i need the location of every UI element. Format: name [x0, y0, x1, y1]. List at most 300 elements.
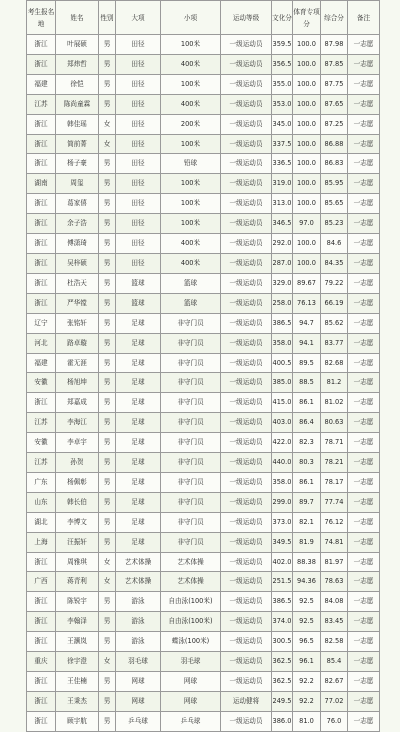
cell-event: 非守门员 — [161, 492, 221, 512]
cell-gender: 男 — [99, 691, 116, 711]
cell-region: 浙江 — [27, 54, 56, 74]
cell-level: 一级运动员 — [221, 393, 272, 413]
table-row — [27, 592, 380, 612]
cell-name: 李翰泽 — [56, 612, 99, 632]
cell-culture-score: 258.0 — [272, 293, 293, 313]
table-row — [27, 612, 380, 632]
table-row — [27, 134, 380, 154]
cell-total-score: 85.62 — [321, 313, 348, 333]
cell-total-score: 84.35 — [321, 253, 348, 273]
cell-sport-score: 100.0 — [293, 253, 321, 273]
cell-total-score: 87.75 — [321, 74, 348, 94]
cell-culture-score: 362.5 — [272, 652, 293, 672]
table-row — [27, 472, 380, 492]
cell-category: 足球 — [116, 433, 161, 453]
cell-sport-score: 92.2 — [293, 672, 321, 692]
cell-name: 顾宇航 — [56, 711, 99, 731]
cell-culture-score: 402.0 — [272, 552, 293, 572]
cell-name: 杨子豪 — [56, 154, 99, 174]
cell-region: 重庆 — [27, 652, 56, 672]
cell-region: 浙江 — [27, 114, 56, 134]
cell-gender: 男 — [99, 373, 116, 393]
table-row — [27, 552, 380, 572]
cell-note: 一志愿 — [348, 273, 380, 293]
cell-sport-score: 82.3 — [293, 433, 321, 453]
cell-event: 非守门员 — [161, 373, 221, 393]
cell-total-score: 81.2 — [321, 373, 348, 393]
cell-total-score: 86.88 — [321, 134, 348, 154]
cell-region: 江苏 — [27, 413, 56, 433]
cell-level: 一级运动员 — [221, 672, 272, 692]
cell-category: 足球 — [116, 333, 161, 353]
table-row — [27, 413, 380, 433]
table-row — [27, 691, 380, 711]
table-row — [27, 253, 380, 273]
cell-sport-score: 94.36 — [293, 572, 321, 592]
cell-sport-score: 100.0 — [293, 54, 321, 74]
cell-gender: 男 — [99, 353, 116, 373]
cell-gender: 男 — [99, 333, 116, 353]
cell-culture-score: 358.0 — [272, 333, 293, 353]
cell-event: 非守门员 — [161, 313, 221, 333]
cell-note: 一志愿 — [348, 453, 380, 473]
cell-level: 一级运动员 — [221, 373, 272, 393]
cell-culture-score: 336.5 — [272, 154, 293, 174]
cell-note: 一志愿 — [348, 114, 380, 134]
cell-sport-score: 100.0 — [293, 174, 321, 194]
table-row — [27, 54, 380, 74]
cell-event: 网球 — [161, 691, 221, 711]
cell-culture-score: 249.5 — [272, 691, 293, 711]
cell-category: 网球 — [116, 672, 161, 692]
cell-event: 篮球 — [161, 293, 221, 313]
cell-note: 一志愿 — [348, 413, 380, 433]
cell-culture-score: 385.0 — [272, 373, 293, 393]
cell-name: 郑嘉成 — [56, 393, 99, 413]
table-row — [27, 194, 380, 214]
cell-name: 杜浩天 — [56, 273, 99, 293]
cell-note: 一志愿 — [348, 313, 380, 333]
cell-gender: 男 — [99, 214, 116, 234]
header-level: 运动等级 — [221, 1, 272, 35]
cell-region: 浙江 — [27, 253, 56, 273]
cell-event: 400米 — [161, 234, 221, 254]
cell-sport-score: 96.1 — [293, 652, 321, 672]
cell-note: 一志愿 — [348, 532, 380, 552]
cell-name: 王佳楠 — [56, 672, 99, 692]
cell-culture-score: 362.5 — [272, 672, 293, 692]
cell-event: 网球 — [161, 672, 221, 692]
cell-name: 汪振轩 — [56, 532, 99, 552]
cell-category: 游泳 — [116, 612, 161, 632]
cell-note: 一志愿 — [348, 94, 380, 114]
cell-event: 非守门员 — [161, 413, 221, 433]
cell-category: 艺术体操 — [116, 572, 161, 592]
cell-category: 网球 — [116, 691, 161, 711]
cell-category: 足球 — [116, 532, 161, 552]
cell-category: 田径 — [116, 94, 161, 114]
cell-name: 李海江 — [56, 413, 99, 433]
cell-total-score: 82.58 — [321, 632, 348, 652]
cell-culture-score: 287.0 — [272, 253, 293, 273]
cell-category: 田径 — [116, 134, 161, 154]
cell-category: 田径 — [116, 35, 161, 55]
cell-level: 一级运动员 — [221, 174, 272, 194]
cell-name: 周玺 — [56, 174, 99, 194]
cell-event: 非守门员 — [161, 333, 221, 353]
cell-culture-score: 386.5 — [272, 592, 293, 612]
cell-region: 浙江 — [27, 214, 56, 234]
cell-gender: 女 — [99, 114, 116, 134]
cell-sport-score: 76.13 — [293, 293, 321, 313]
cell-event: 自由泳(100米) — [161, 612, 221, 632]
cell-gender: 男 — [99, 293, 116, 313]
cell-category: 艺术体操 — [116, 552, 161, 572]
cell-total-score: 82.67 — [321, 672, 348, 692]
cell-region: 河北 — [27, 333, 56, 353]
cell-level: 一级运动员 — [221, 453, 272, 473]
cell-note: 一志愿 — [348, 711, 380, 731]
cell-total-score: 87.25 — [321, 114, 348, 134]
cell-name: 郑炜哲 — [56, 54, 99, 74]
cell-level: 一级运动员 — [221, 572, 272, 592]
cell-gender: 女 — [99, 572, 116, 592]
cell-culture-score: 355.0 — [272, 74, 293, 94]
header-row — [27, 1, 380, 35]
cell-region: 江苏 — [27, 94, 56, 114]
cell-culture-score: 359.5 — [272, 35, 293, 55]
cell-culture-score: 373.0 — [272, 512, 293, 532]
table-row — [27, 234, 380, 254]
cell-level: 一级运动员 — [221, 273, 272, 293]
cell-category: 田径 — [116, 114, 161, 134]
cell-sport-score: 92.2 — [293, 691, 321, 711]
cell-gender: 男 — [99, 74, 116, 94]
cell-name: 路卓璇 — [56, 333, 99, 353]
cell-region: 浙江 — [27, 194, 56, 214]
table-row — [27, 532, 380, 552]
cell-region: 湖南 — [27, 174, 56, 194]
cell-level: 一级运动员 — [221, 293, 272, 313]
cell-total-score: 85.23 — [321, 214, 348, 234]
cell-total-score: 77.02 — [321, 691, 348, 711]
cell-gender: 女 — [99, 134, 116, 154]
admission-table-container — [26, 0, 379, 732]
cell-name: 陈尚童霖 — [56, 94, 99, 114]
cell-gender: 男 — [99, 612, 116, 632]
cell-sport-score: 97.0 — [293, 214, 321, 234]
cell-gender: 男 — [99, 453, 116, 473]
cell-total-score: 85.4 — [321, 652, 348, 672]
cell-total-score: 79.22 — [321, 273, 348, 293]
cell-total-score: 87.85 — [321, 54, 348, 74]
cell-category: 足球 — [116, 393, 161, 413]
cell-gender: 男 — [99, 433, 116, 453]
cell-note: 一志愿 — [348, 652, 380, 672]
header-gender: 性别 — [99, 1, 116, 35]
cell-gender: 男 — [99, 711, 116, 731]
cell-gender: 男 — [99, 273, 116, 293]
table-row — [27, 711, 380, 731]
cell-gender: 男 — [99, 94, 116, 114]
cell-name: 李博文 — [56, 512, 99, 532]
cell-gender: 男 — [99, 472, 116, 492]
cell-sport-score: 96.5 — [293, 632, 321, 652]
table-row — [27, 672, 380, 692]
cell-sport-score: 80.3 — [293, 453, 321, 473]
cell-total-score: 78.71 — [321, 433, 348, 453]
cell-sport-score: 81.9 — [293, 532, 321, 552]
cell-gender: 男 — [99, 512, 116, 532]
cell-category: 田径 — [116, 74, 161, 94]
cell-note: 一志愿 — [348, 214, 380, 234]
cell-note: 一志愿 — [348, 393, 380, 413]
cell-category: 田径 — [116, 54, 161, 74]
cell-culture-score: 251.5 — [272, 572, 293, 592]
table-row — [27, 353, 380, 373]
cell-event: 400米 — [161, 94, 221, 114]
cell-level: 一级运动员 — [221, 94, 272, 114]
cell-name: 李卓宇 — [56, 433, 99, 453]
cell-sport-score: 92.5 — [293, 612, 321, 632]
cell-region: 浙江 — [27, 632, 56, 652]
cell-region: 浙江 — [27, 273, 56, 293]
cell-name: 徐恺 — [56, 74, 99, 94]
cell-category: 游泳 — [116, 632, 161, 652]
header-culture-score: 文化分 — [272, 1, 293, 35]
cell-total-score: 87.65 — [321, 94, 348, 114]
cell-note: 一志愿 — [348, 194, 380, 214]
cell-event: 非守门员 — [161, 512, 221, 532]
cell-event: 非守门员 — [161, 472, 221, 492]
table-row — [27, 214, 380, 234]
table-row — [27, 35, 380, 55]
header-name: 姓名 — [56, 1, 99, 35]
table-row — [27, 313, 380, 333]
cell-note: 一志愿 — [348, 472, 380, 492]
cell-gender: 男 — [99, 54, 116, 74]
cell-level: 一级运动员 — [221, 234, 272, 254]
cell-note: 一志愿 — [348, 373, 380, 393]
cell-sport-score: 100.0 — [293, 94, 321, 114]
cell-level: 一级运动员 — [221, 54, 272, 74]
cell-note: 一志愿 — [348, 253, 380, 273]
cell-culture-score: 403.0 — [272, 413, 293, 433]
cell-note: 一志愿 — [348, 632, 380, 652]
cell-level: 一级运动员 — [221, 413, 272, 433]
cell-gender: 女 — [99, 652, 116, 672]
cell-level: 一级运动员 — [221, 194, 272, 214]
header-total-score: 综合分 — [321, 1, 348, 35]
cell-total-score: 78.21 — [321, 453, 348, 473]
cell-event: 100米 — [161, 134, 221, 154]
cell-sport-score: 86.1 — [293, 393, 321, 413]
cell-note: 一志愿 — [348, 552, 380, 572]
cell-sport-score: 88.5 — [293, 373, 321, 393]
cell-event: 艺术体操 — [161, 572, 221, 592]
cell-name: 杨佩彰 — [56, 472, 99, 492]
cell-level: 一级运动员 — [221, 353, 272, 373]
cell-region: 浙江 — [27, 134, 56, 154]
cell-note: 一志愿 — [348, 134, 380, 154]
table-row — [27, 393, 380, 413]
cell-total-score: 80.63 — [321, 413, 348, 433]
header-event: 小项 — [161, 1, 221, 35]
cell-event: 100米 — [161, 35, 221, 55]
cell-culture-score: 300.5 — [272, 632, 293, 652]
cell-name: 韩长伯 — [56, 492, 99, 512]
table-row — [27, 174, 380, 194]
cell-region: 浙江 — [27, 552, 56, 572]
cell-region: 江苏 — [27, 453, 56, 473]
cell-total-score: 82.68 — [321, 353, 348, 373]
cell-gender: 男 — [99, 393, 116, 413]
cell-sport-score: 89.67 — [293, 273, 321, 293]
cell-level: 一级运动员 — [221, 134, 272, 154]
cell-gender: 男 — [99, 194, 116, 214]
cell-culture-score: 422.0 — [272, 433, 293, 453]
cell-event: 自由泳(100米) — [161, 592, 221, 612]
cell-event: 篮球 — [161, 273, 221, 293]
cell-total-score: 81.02 — [321, 393, 348, 413]
cell-event: 非守门员 — [161, 433, 221, 453]
cell-culture-score: 356.5 — [272, 54, 293, 74]
cell-region: 浙江 — [27, 293, 56, 313]
cell-total-score: 66.19 — [321, 293, 348, 313]
cell-level: 一级运动员 — [221, 592, 272, 612]
cell-total-score: 83.77 — [321, 333, 348, 353]
cell-event: 400米 — [161, 253, 221, 273]
cell-level: 一级运动员 — [221, 552, 272, 572]
cell-event: 100米 — [161, 174, 221, 194]
cell-note: 一志愿 — [348, 35, 380, 55]
cell-region: 浙江 — [27, 592, 56, 612]
cell-note: 一志愿 — [348, 293, 380, 313]
cell-name: 葛家僖 — [56, 194, 99, 214]
cell-category: 游泳 — [116, 592, 161, 612]
cell-event: 乒乓球 — [161, 711, 221, 731]
cell-total-score: 84.6 — [321, 234, 348, 254]
cell-sport-score: 100.0 — [293, 134, 321, 154]
cell-sport-score: 81.0 — [293, 711, 321, 731]
cell-gender: 男 — [99, 313, 116, 333]
table-row — [27, 652, 380, 672]
cell-sport-score: 94.7 — [293, 313, 321, 333]
cell-culture-score: 299.0 — [272, 492, 293, 512]
table-body — [27, 35, 380, 732]
cell-level: 一级运动员 — [221, 35, 272, 55]
cell-category: 羽毛球 — [116, 652, 161, 672]
cell-event: 非守门员 — [161, 532, 221, 552]
cell-culture-score: 415.0 — [272, 393, 293, 413]
cell-level: 运动健将 — [221, 691, 272, 711]
cell-name: 徐宇澄 — [56, 652, 99, 672]
cell-name: 孙贺 — [56, 453, 99, 473]
cell-region: 湖北 — [27, 512, 56, 532]
cell-note: 一志愿 — [348, 74, 380, 94]
cell-gender: 男 — [99, 253, 116, 273]
cell-note: 一志愿 — [348, 333, 380, 353]
table-row — [27, 333, 380, 353]
cell-gender: 男 — [99, 532, 116, 552]
cell-total-score: 84.08 — [321, 592, 348, 612]
header-category: 大项 — [116, 1, 161, 35]
cell-note: 一志愿 — [348, 492, 380, 512]
cell-note: 一志愿 — [348, 612, 380, 632]
cell-sport-score: 100.0 — [293, 114, 321, 134]
cell-total-score: 76.12 — [321, 512, 348, 532]
cell-gender: 男 — [99, 154, 116, 174]
cell-event: 非守门员 — [161, 353, 221, 373]
cell-region: 安徽 — [27, 433, 56, 453]
cell-level: 一级运动员 — [221, 333, 272, 353]
cell-sport-score: 89.7 — [293, 492, 321, 512]
cell-region: 福建 — [27, 353, 56, 373]
cell-total-score: 76.0 — [321, 711, 348, 731]
cell-note: 一志愿 — [348, 691, 380, 711]
cell-level: 一级运动员 — [221, 253, 272, 273]
cell-region: 浙江 — [27, 612, 56, 632]
table-row — [27, 293, 380, 313]
cell-gender: 男 — [99, 592, 116, 612]
cell-culture-score: 313.0 — [272, 194, 293, 214]
cell-event: 400米 — [161, 54, 221, 74]
cell-event: 羽毛球 — [161, 652, 221, 672]
cell-total-score: 85.95 — [321, 174, 348, 194]
cell-sport-score: 92.5 — [293, 592, 321, 612]
cell-name: 王秉杰 — [56, 691, 99, 711]
cell-name: 王灏岚 — [56, 632, 99, 652]
cell-region: 浙江 — [27, 691, 56, 711]
cell-region: 浙江 — [27, 672, 56, 692]
cell-sport-score: 100.0 — [293, 154, 321, 174]
cell-level: 一级运动员 — [221, 492, 272, 512]
cell-name: 蒋青利 — [56, 572, 99, 592]
cell-culture-score: 292.0 — [272, 234, 293, 254]
cell-region: 广西 — [27, 572, 56, 592]
cell-culture-score: 440.0 — [272, 453, 293, 473]
cell-region: 广东 — [27, 472, 56, 492]
cell-total-score: 78.63 — [321, 572, 348, 592]
table-row — [27, 373, 380, 393]
cell-culture-score: 374.0 — [272, 612, 293, 632]
cell-category: 足球 — [116, 492, 161, 512]
cell-sport-score: 82.1 — [293, 512, 321, 532]
cell-level: 一级运动员 — [221, 632, 272, 652]
cell-total-score: 77.74 — [321, 492, 348, 512]
cell-culture-score: 353.0 — [272, 94, 293, 114]
admission-table — [26, 0, 380, 732]
cell-category: 足球 — [116, 472, 161, 492]
table-row — [27, 114, 380, 134]
cell-category: 篮球 — [116, 293, 161, 313]
cell-culture-score: 386.5 — [272, 313, 293, 333]
cell-name: 张铭轩 — [56, 313, 99, 333]
cell-level: 一级运动员 — [221, 512, 272, 532]
cell-level: 一级运动员 — [221, 313, 272, 333]
cell-note: 一志愿 — [348, 672, 380, 692]
table-row — [27, 273, 380, 293]
cell-sport-score: 88.38 — [293, 552, 321, 572]
cell-level: 一级运动员 — [221, 214, 272, 234]
cell-region: 浙江 — [27, 234, 56, 254]
cell-gender: 男 — [99, 234, 116, 254]
cell-culture-score: 386.0 — [272, 711, 293, 731]
cell-note: 一志愿 — [348, 174, 380, 194]
header-sport-score: 体育专项分 — [293, 1, 321, 35]
cell-level: 一级运动员 — [221, 711, 272, 731]
cell-name: 叶展硕 — [56, 35, 99, 55]
